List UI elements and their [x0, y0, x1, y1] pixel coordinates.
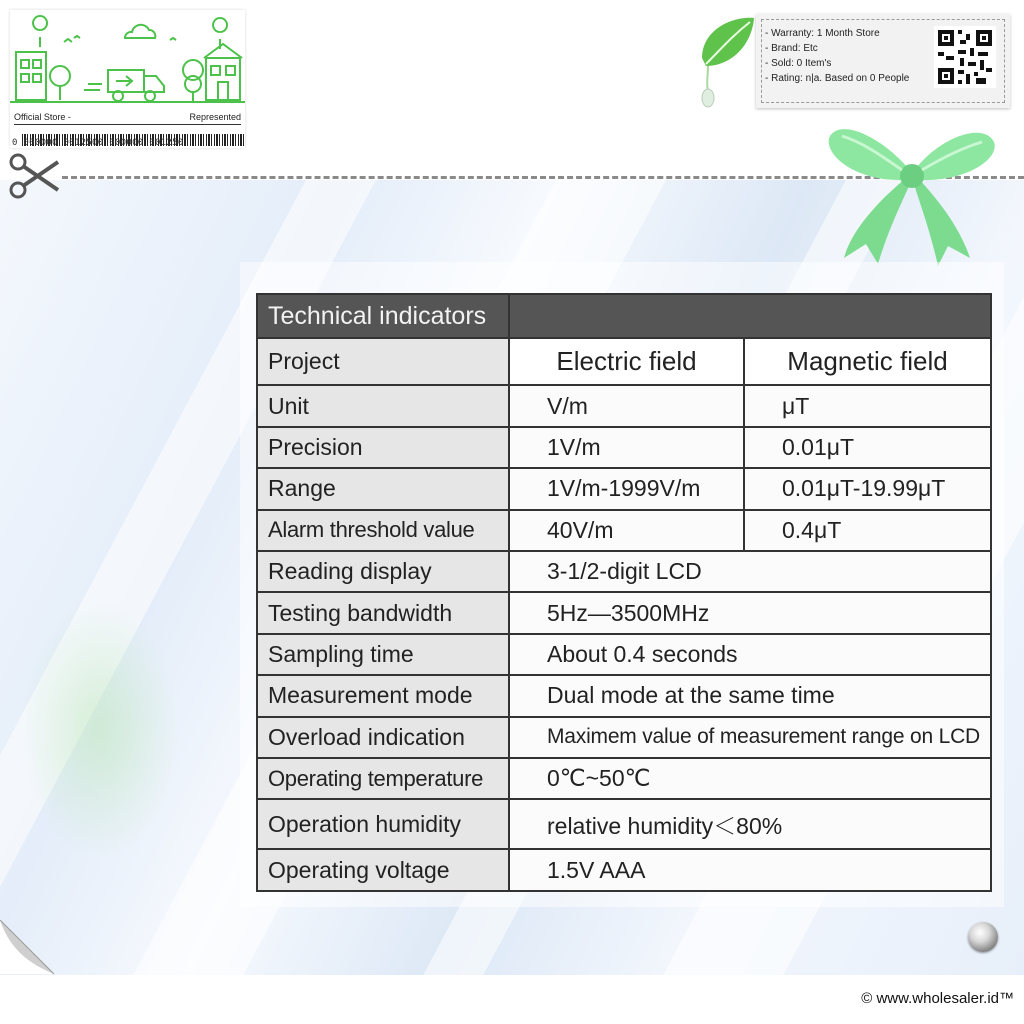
row-value: 1.5V AAA [509, 849, 991, 891]
sold-text: - Sold: 0 Item's [765, 58, 832, 69]
warranty-text: - Warranty: 1 Month Store [765, 28, 880, 39]
store-card [10, 10, 245, 148]
row-label: Operating temperature [257, 758, 509, 799]
table-title: Technical indicators [257, 294, 509, 338]
table-row [257, 634, 991, 675]
info-list [765, 26, 909, 86]
technical-indicators-table [256, 293, 992, 892]
rating-text: - Rating: n|a. Based on 0 People [765, 73, 910, 84]
table-title-filler [509, 294, 991, 338]
row-label: Overload indication [257, 717, 509, 758]
project-label: Project [257, 338, 509, 385]
barcode-number: 0 000000 0012500 000000 001250 [12, 138, 184, 148]
table-row [257, 427, 991, 468]
row-label: Reading display [257, 551, 509, 592]
table-row [257, 849, 991, 891]
electric-value: V/m [509, 385, 744, 426]
table-row [257, 717, 991, 758]
store-labels [14, 112, 241, 125]
row-label: Operating voltage [257, 849, 509, 891]
official-store-label: Official Store - [14, 112, 71, 122]
row-label: Range [257, 468, 509, 509]
row-value: 5Hz—3500MHz [509, 592, 991, 633]
electric-value: 1V/m [509, 427, 744, 468]
table-header-row [257, 338, 991, 385]
row-value: 3-1/2-digit LCD [509, 551, 991, 592]
row-value: About 0.4 seconds [509, 634, 991, 675]
represented-label: Represented [189, 112, 241, 122]
table-row [257, 510, 991, 551]
row-label: Sampling time [257, 634, 509, 675]
table-row [257, 551, 991, 592]
table-row [257, 758, 991, 799]
magnetic-value: 0.01μT [744, 427, 991, 468]
row-label: Unit [257, 385, 509, 426]
copyright-text: © www.wholesaler.id™ [861, 990, 1014, 1007]
row-value: Dual mode at the same time [509, 675, 991, 716]
table-row [257, 592, 991, 633]
row-value: relative humidity＜80% [509, 799, 991, 849]
magnetic-field-header: Magnetic field [744, 338, 991, 385]
page-curl-icon [0, 920, 56, 976]
row-label: Precision [257, 427, 509, 468]
metal-knob-icon [968, 922, 998, 952]
electric-field-header: Electric field [509, 338, 744, 385]
row-value: 0℃~50℃ [509, 758, 991, 799]
magnetic-value: 0.01μT-19.99μT [744, 468, 991, 509]
leaf-icon [692, 10, 756, 110]
brand-text: - Brand: Etc [765, 43, 818, 54]
table-title-row [257, 294, 991, 338]
qr-code-icon [934, 26, 996, 88]
row-label: Alarm threshold value [257, 510, 509, 551]
table-row [257, 799, 991, 849]
row-label: Measurement mode [257, 675, 509, 716]
electric-value: 1V/m-1999V/m [509, 468, 744, 509]
electric-value: 40V/m [509, 510, 744, 551]
town-delivery-illustration [10, 10, 245, 110]
scissors-icon [8, 152, 60, 200]
magnetic-value: 0.4μT [744, 510, 991, 551]
magnetic-value: μT [744, 385, 991, 426]
row-value: Maximem value of measurement range on LCD [509, 717, 991, 758]
row-label: Testing bandwidth [257, 592, 509, 633]
ribbon-bow-icon [822, 118, 1002, 268]
green-glow [20, 600, 180, 860]
table-row [257, 675, 991, 716]
table-row [257, 468, 991, 509]
row-label: Operation humidity [257, 799, 509, 849]
table-row [257, 385, 991, 426]
